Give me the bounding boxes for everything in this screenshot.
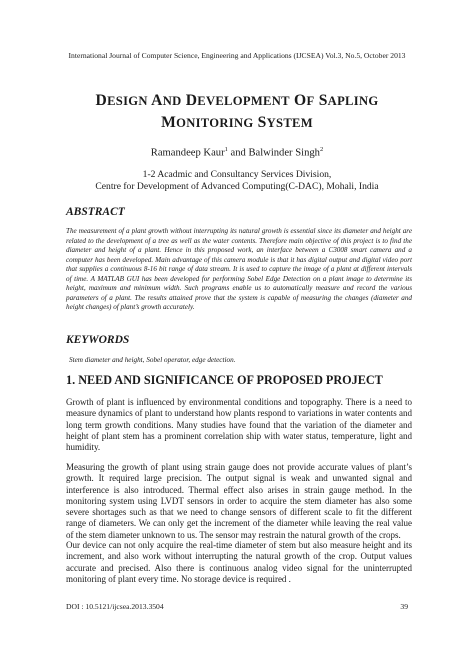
- author-name: Ramandeep Kaur: [150, 147, 225, 159]
- author-name: Balwinder Singh: [248, 147, 320, 159]
- affiliation-line-2: Centre for Development of Advanced Computing(C-DAC), Mohali, India: [95, 181, 379, 193]
- keywords-heading: KEYWORDS: [66, 334, 130, 346]
- affiliation: [40, 169, 434, 194]
- body-paragraph-2: Measuring the growth of plant using strain gauge does not provide accurate values of plant’s growth. It required large precision. The output signal is weak and unwanted signal and interference is also introduced. Thermal effect also arises in strain gauge method. In the monitoring system using LVDT sensors in order to acquire the stem diameter has also some severe shortages such as that we need to change sensors of different scale to fit the different range of diameters. We can only get the increment of the diameter while leaving the real value of the stem diameter unknown to us. The sensor may restrain the natural growth of the crops.: [66, 462, 412, 540]
- title-line-2: MONITORING SYSTEM: [161, 114, 313, 131]
- title-line-1: DESIGN AND DEVELOPMENT OF SAPLING: [95, 92, 379, 109]
- keywords-text: Stem diameter and height, Sobel operator, edge detection.: [69, 356, 236, 364]
- author-list: [40, 146, 434, 159]
- paper-title: [40, 90, 434, 134]
- section-heading: 1. NEED AND SIGNIFICANCE OF PROPOSED PROJECT: [66, 373, 383, 387]
- abstract-text: The measurement of a plant growth without interrupting its natural growth is essential since its diameter and height are related to the development of a tree as well as the water contents. Therefore main objective of this project is to find the diameter and height of a plant. Hence in this proposed work, an interface between a C3008 smart camera and a computer has been developed. Main advantage of this camera module is that it has digital output and digital video port that supplies a continuous 8-16 bit range of data stream. It is used to capture the image of a plant at different intervals of time. A MATLAB GUI has been developed for performing Sobel Edge Detection on a plant image to determine its height, maximum and minimum width. Such programs enable us to automatically measure and record the various parameters of a plant. The results attained prove that the system is capable of measuring the changes (diameter and height changes) of plant’s growth accurately.: [66, 227, 412, 311]
- body-paragraph-1: Growth of plant is influenced by environmental conditions and topography. There is a need to measure dynamics of plant to understand how plants respond to variations in water contents and long term growth conditions. Many studies have found that the variation of the diameter and height of plant stem has a prominent correlation ship with water status, temperature, light and humidity.: [66, 397, 412, 453]
- author-affiliation-mark: 2: [319, 146, 324, 153]
- author-separator: and: [227, 147, 249, 159]
- affiliation-line-1: 1-2 Acadmic and Consultancy Services Division,: [142, 169, 332, 180]
- page-number: 39: [400, 602, 408, 611]
- doi-footer: DOI : 10.5121/ijcsea.2013.3504: [66, 602, 164, 611]
- journal-header: International Journal of Computer Science, Engineering and Applications (IJCSEA) Vol.3, No.5, October 2013: [68, 51, 406, 60]
- abstract-heading: ABSTRACT: [66, 206, 125, 218]
- author-affiliation-mark: 1: [224, 146, 228, 153]
- body-paragraph-3: Our device can not only acquire the real-time diameter of stem but also measure height and its increment, and also work without interrupting the natural growth of the crop. Output values accurate and precised. Also there is continuous analog video signal for the uninterrupted monitoring of plant every time. No storage device is required .: [66, 540, 412, 584]
